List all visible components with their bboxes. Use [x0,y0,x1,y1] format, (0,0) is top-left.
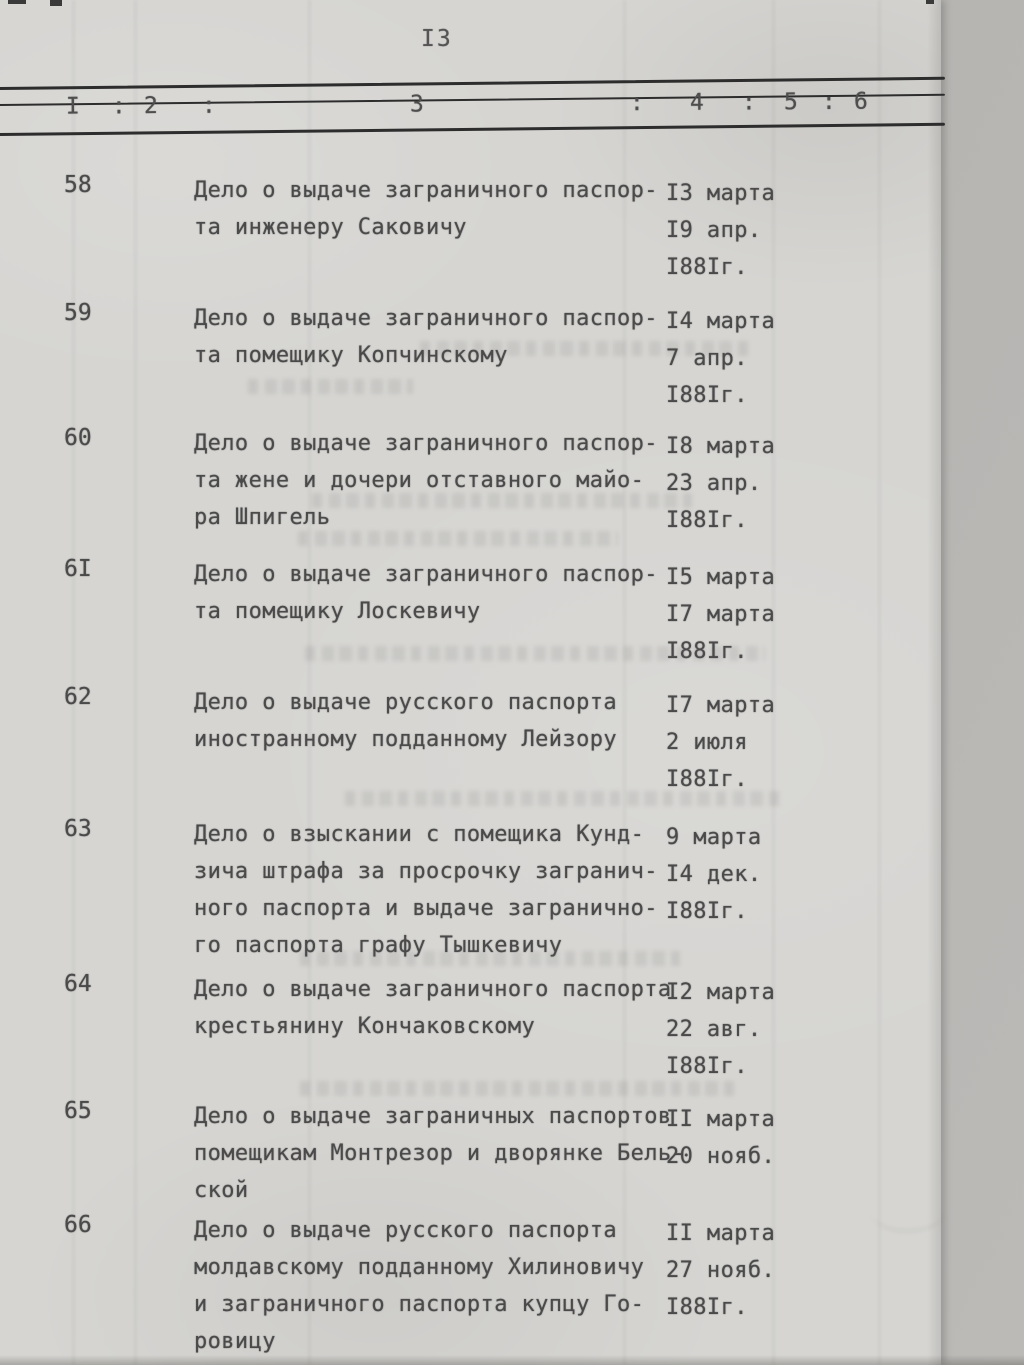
case-number: 59 [64,300,92,326]
case-dates: I7 марта 2 июля I88Iг. [666,693,776,792]
column-separator: : [821,88,836,115]
column-separator: : [201,92,216,119]
column-label-4: 4 [689,89,704,116]
case-dates: 9 марта I4 дек. I88Iг. [666,825,762,924]
paper-crease [878,0,881,1365]
case-dates: II марта 20 нояб. [666,1107,776,1169]
column-label-5: 5 [783,89,798,116]
scan-edge-mark [50,0,62,6]
case-description: Дело о взыскании с помещика Кунд- зича штрафа за просрочку загранич- ного паспорта и выдаче загранично- го паспорта графу Тышкевичу [194,822,658,958]
case-number: 65 [64,1098,92,1124]
case-number: 66 [64,1212,92,1238]
case-dates: I2 марта 22 авг. I88Iг. [666,980,776,1079]
column-separator: : [629,90,644,117]
case-description: Дело о выдаче заграничного паспор- та жене и дочери отставного майо- ра Шпигель [194,431,658,530]
case-description: Дело о выдаче заграничных паспортов помещикам Монтрезор и дворянке Бель- ской [194,1104,686,1203]
paper-crease [72,0,75,1365]
case-description: Дело о выдаче русского паспорта молдавскому подданному Хилиновичу и заграничного паспорта купцу Го- ровицу [194,1218,645,1354]
case-number: 62 [64,684,92,710]
case-number: 6I [64,556,92,582]
scan-edge-mark [8,0,26,4]
case-description: Дело о выдаче заграничного паспор- та инженеру Саковичу [194,178,658,240]
case-description: Дело о выдаче русского паспорта иностранному подданному Лейзору [194,690,617,752]
case-description: Дело о выдаче заграничного паспорта крестьянину Кончаковскому [194,977,672,1039]
case-dates: I4 марта 7 апр. I88Iг. [666,309,776,408]
column-label-2: 2 [143,93,158,120]
case-description: Дело о выдаче заграничного паспор- та помещику Лоскевичу [194,562,658,624]
page-number: I3 [421,26,453,52]
case-number: 58 [64,172,92,198]
column-label-1: I [65,93,80,120]
table-header [0,88,941,124]
case-number: 60 [64,425,92,451]
paper-crease [134,0,137,1365]
case-number: 64 [64,971,92,997]
scan-edge-mark [926,0,934,4]
case-dates: I5 марта I7 марта I88Iг. [666,565,776,664]
case-dates: I8 марта 23 апр. I88Iг. [666,434,776,533]
column-separator: : [741,89,756,116]
case-description: Дело о выдаче заграничного паспор- та помещику Копчинскому [194,306,658,368]
paper-wrinkle [870,1190,945,1232]
bleedthrough-text [248,379,413,394]
case-number: 63 [64,816,92,842]
case-dates: II марта 27 нояб. I88Iг. [666,1221,776,1320]
column-label-3: 3 [409,91,424,118]
column-label-6: 6 [853,88,868,115]
column-separator: : [111,93,126,120]
case-dates: I3 марта I9 апр. I88Iг. [666,181,776,280]
